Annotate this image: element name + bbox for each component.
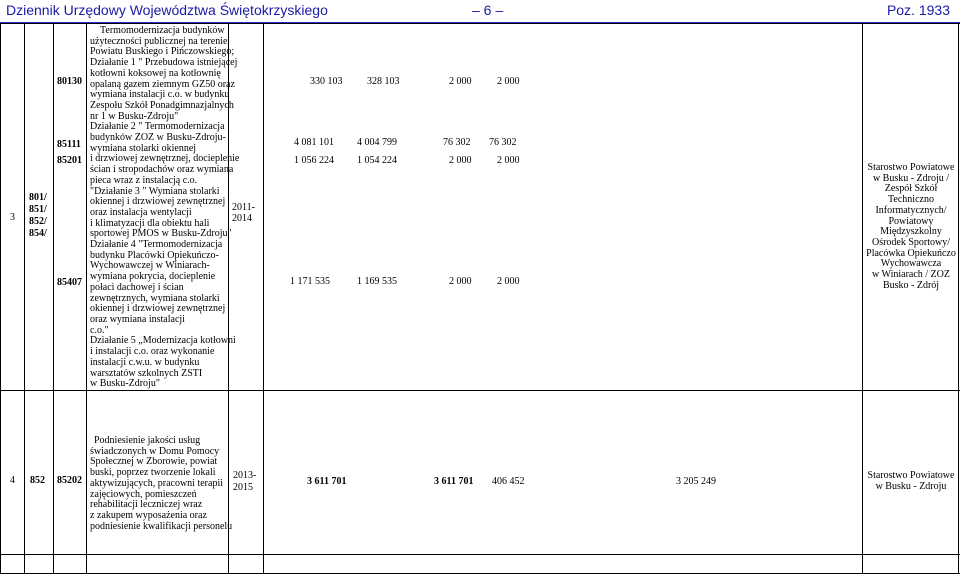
- dzial-code: 854/: [29, 228, 47, 239]
- description-line: Społecznej w Zborowie, powiat: [90, 456, 218, 468]
- row3-period-start: 2011-: [232, 202, 255, 213]
- column-line: [958, 23, 959, 574]
- description-line: Działanie 5 „Modernizacja kotłowni: [90, 335, 236, 347]
- unit-line: Międzyszkolny: [880, 226, 942, 238]
- description-line: użyteczności publicznej na terenie: [90, 35, 228, 47]
- description-line: okiennej i drzwiowej zewnętrznej: [90, 303, 226, 315]
- table-top-border: [0, 23, 960, 24]
- dzial-code: 852/: [29, 216, 47, 227]
- rozdzial-85201: 85201: [57, 155, 82, 166]
- column-line: [24, 23, 25, 574]
- amount-limit: 76 302: [489, 137, 517, 148]
- description-line: okiennej i drzwiowej zewnętrznej: [90, 196, 226, 208]
- description-line: c.o.": [90, 324, 109, 336]
- unit-line: w Busku - Zdroju /: [872, 172, 950, 184]
- amount-sum: 328 103: [367, 76, 400, 87]
- amount-total: 1 171 535: [290, 276, 330, 287]
- rozdzial-80130: 80130: [57, 76, 82, 87]
- unit-line: w Busku - Zdroju: [875, 480, 947, 492]
- description-line: wymiana pokrycia, docieplenie: [90, 271, 216, 283]
- description-line: Podniesienie jakości usług: [94, 435, 201, 446]
- description-line: w Busku-Zdroju": [90, 378, 160, 390]
- amount-sum: 4 004 799: [357, 137, 397, 148]
- row4-description: [90, 436, 232, 532]
- description-line: Zespołu Szkół Ponadgimnazjalnych: [90, 99, 234, 111]
- amount-total: 1 056 224: [294, 155, 334, 166]
- description-line: i drzwiowej zewnętrznej, docieplenie: [90, 153, 240, 165]
- description-line: buski, poprzez tworzenie lokali: [90, 467, 216, 479]
- unit-line: Techniczno: [888, 194, 934, 206]
- amount-total: 3 611 701: [307, 476, 347, 487]
- amount-year: 2 000: [449, 155, 472, 166]
- amount-limit: 2 000: [497, 76, 520, 87]
- amount-sum: 1 054 224: [357, 155, 397, 166]
- page-number: – 6 –: [472, 2, 504, 18]
- row3-description: [90, 26, 239, 390]
- unit-line: Zespół Szkół: [884, 183, 938, 195]
- description-line: wymiana instalacji c.o. w budynku: [90, 89, 230, 101]
- unit-line: Busko - Zdrój: [882, 279, 940, 291]
- unit-line: Placówka Opiekuńczo: [866, 247, 956, 259]
- page-header: [0, 0, 960, 22]
- description-line: ścian i stropodachów oraz wymiana: [90, 164, 234, 176]
- description-line: aktywizujących, pracowni terapii: [90, 477, 223, 489]
- row3-period-end: 2014: [232, 213, 252, 224]
- journal-title: Dziennik Urzędowy Województwa Świętokrzyskiego: [6, 2, 328, 18]
- amount-limit: 2 000: [497, 155, 520, 166]
- amount-year: 406 452: [492, 476, 525, 487]
- amount-sum: 3 611 701: [434, 476, 474, 487]
- amount-year: 2 000: [449, 76, 472, 87]
- row3-unit: [864, 163, 958, 291]
- column-line: [86, 23, 87, 574]
- description-line: świadczonych w Domu Pomocy: [90, 445, 220, 457]
- description-line: Działanie 1 " Przebudowa istniejącej: [90, 57, 238, 69]
- description-line: budynku Placówki Opiekuńczo-: [90, 249, 219, 261]
- amount-total: 4 081 101: [294, 137, 334, 148]
- amount-limit: 3 205 249: [676, 476, 716, 487]
- description-line: warsztatów szkolnych ZSTI: [90, 367, 203, 379]
- dzial-code: 851/: [29, 204, 47, 215]
- description-line: połaci dachowej i ścian: [90, 281, 184, 293]
- column-line: [862, 23, 863, 574]
- amount-year: 2 000: [449, 276, 472, 287]
- description-line: Powiatu Buskiego i Pińczowskiego;: [90, 46, 235, 58]
- description-line: zewnętrznych, wymiana stolarki: [90, 292, 220, 304]
- row4-lp: 4: [10, 475, 15, 486]
- row4-unit: [864, 471, 958, 492]
- description-line: opalaną gazem ziemnym GZ50 oraz: [90, 78, 235, 90]
- rozdzial-85407: 85407: [57, 277, 82, 288]
- unit-line: Starostwo Powiatowe: [867, 470, 955, 481]
- column-line: [53, 23, 54, 574]
- unit-line: w Winiarach / ZOZ: [872, 269, 950, 281]
- amount-year: 76 302: [443, 137, 471, 148]
- description-line: Działanie 4 "Termomodernizacja: [90, 239, 223, 251]
- column-line: [263, 23, 264, 574]
- row4-period-start: 2013-: [233, 470, 257, 481]
- description-line: instalacji c.w.u. w budynku: [90, 356, 200, 368]
- description-line: Termomodernizacja budynków: [100, 25, 225, 36]
- row4-period-end: 2015: [233, 482, 253, 493]
- row4-dzial: 852: [30, 475, 45, 486]
- unit-line: Starostwo Powiatowe: [867, 162, 955, 173]
- description-line: "Działanie 3 " Wymiana stolarki: [90, 185, 220, 197]
- description-line: Działanie 2 " Termomodernizacja: [90, 121, 225, 133]
- row3-lp: 3: [10, 212, 15, 223]
- rozdzial-85111: 85111: [57, 139, 81, 150]
- description-line: z zakupem wyposażenia oraz: [90, 509, 207, 521]
- description-line: oraz instalacja wentylacji: [90, 206, 192, 218]
- description-line: sportowej PMOS w Busku-Zdroju": [90, 228, 232, 240]
- description-line: i instalacji c.o. oraz wykonanie: [90, 346, 215, 358]
- amount-total: 330 103: [310, 76, 343, 87]
- description-line: wymiana stolarki okiennej: [90, 142, 197, 154]
- description-line: budynków ZOZ w Busku-Zdroju-: [90, 132, 226, 144]
- description-line: oraz wymiana instalacji: [90, 313, 185, 325]
- amount-sum: 1 169 535: [357, 276, 397, 287]
- description-line: zajęciowych, pomieszczeń: [90, 488, 197, 500]
- unit-line: Ośrodek Sportowy/: [871, 236, 951, 248]
- dzial-code: 801/: [29, 192, 47, 203]
- description-line: nr 1 w Busku-Zdroju": [90, 110, 179, 122]
- description-line: rehabilitacji leczniczej wraz: [90, 499, 203, 511]
- row4-rozdzial: 85202: [57, 475, 82, 486]
- position-number: Poz. 1933: [886, 2, 950, 18]
- description-line: kotłowni koksowej na kotłownię: [90, 67, 221, 79]
- table-bottom-border: [0, 554, 960, 555]
- unit-line: Wychowawcza: [880, 258, 942, 270]
- amount-limit: 2 000: [497, 276, 520, 287]
- unit-line: Informatycznych/: [875, 204, 947, 216]
- column-line: [0, 23, 1, 574]
- description-line: i klimatyzacji dla obiektu hali: [90, 217, 210, 229]
- description-line: podniesienie kwalifikacji personelu: [90, 520, 233, 532]
- row-divider: [0, 390, 960, 391]
- description-line: Wychowawczej w Winiarach-: [90, 260, 210, 272]
- description-line: pieca wraz z instalacją c.o.: [90, 174, 198, 186]
- unit-line: Powiatowy: [888, 215, 934, 227]
